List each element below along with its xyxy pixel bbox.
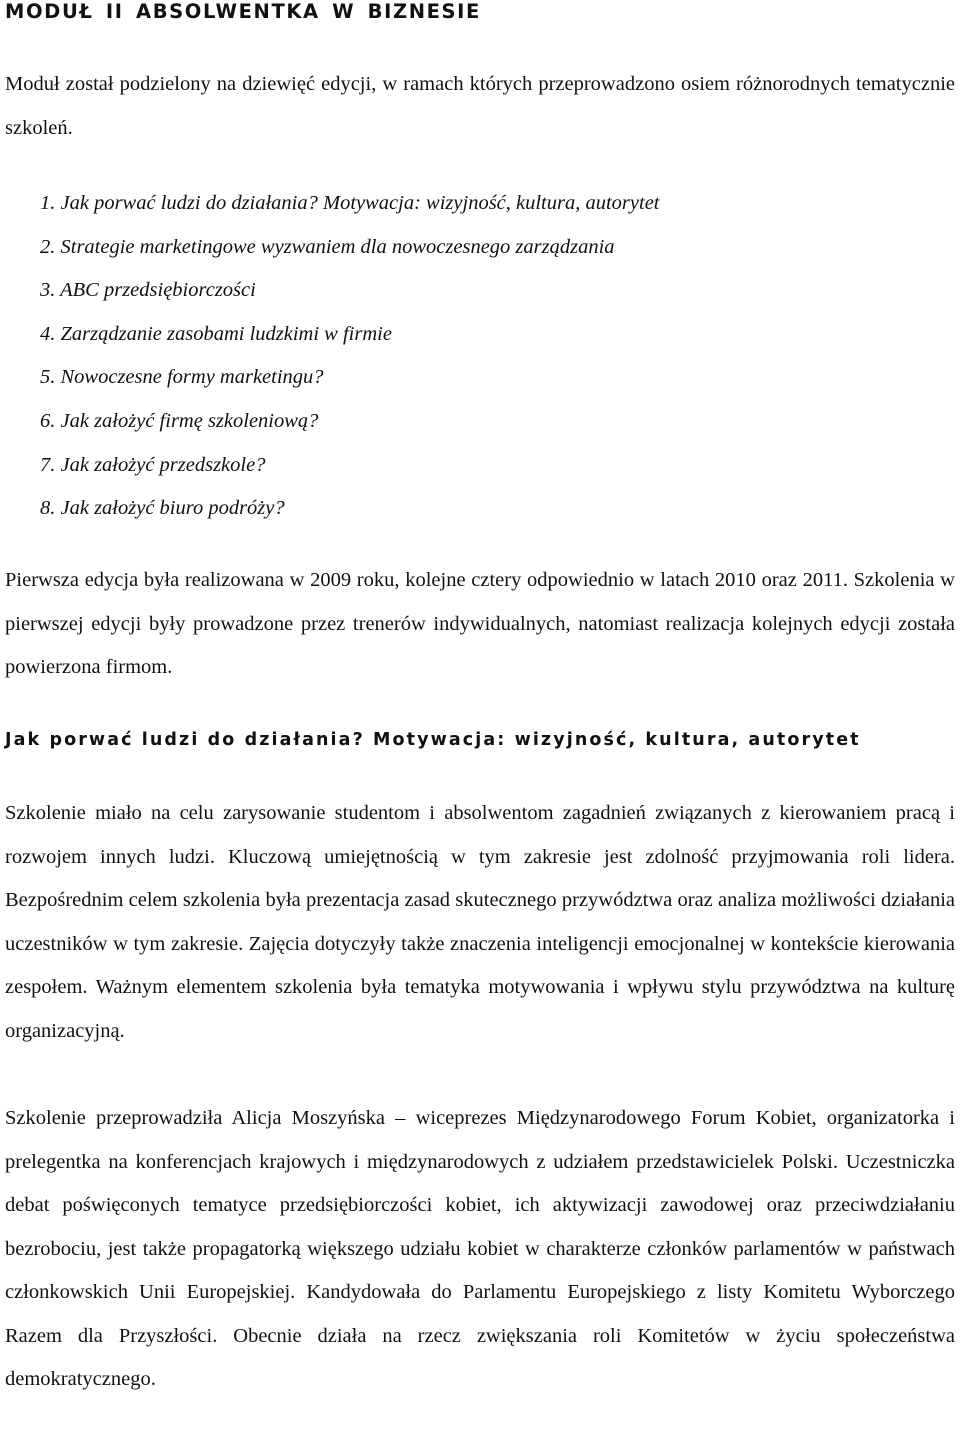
list-item: 1. Jak porwać ludzi do działania? Motywacja: wizyjność, kultura, autorytet — [40, 192, 660, 214]
training-description-paragraph: Szkolenie miało na celu zarysowanie studentom i absolwentom zagadnień związanych z kierowaniem pracą i rozwojem innych ludzi. Kluczową umiejętnością w tym zakresie jest zdolność przyjmowania roli lidera. Bezpośrednim celem szkolenia była prezentacja zasad skutecznego przywództwa oraz analiza możliwości działania uczestników w tym zakresie. Zajęcia dotyczyły także znaczenia inteligencji emocjonalnej w kontekście kierowania zespołem. Ważnym elementem szkolenia była tematyka motywowania i wpływu stylu przywództwa na kulturę organizacyjną. — [5, 802, 955, 1042]
list-item: 2. Strategie marketingowe wyzwaniem dla nowoczesnego zarządzania — [40, 235, 615, 258]
section-heading: Jak porwać ludzi do działania? Motywacja: wizyjność, kultura, autorytet — [5, 730, 861, 750]
trainer-bio-paragraph: Szkolenie przeprowadziła Alicja Moszyńska – wiceprezes Międzynarodowego Forum Kobiet, organizatorka i prelegentka na konferencjach krajowych i międzynarodowych z udziałem przedstawicielek Polski. Uczestniczka debat poświęconych tematyce przedsiębiorczości kobiet, ich aktywizacji zawodowej oraz przeciwdziałaniu bezrobociu, jest także propagatorką większego udziału kobiet w charakterze członków parlamentów w państwach członkowskich Unii Europejskiej. Kandydowała do Parlamentu Europejskiego z listy Komitetu Wyborczego Razem dla Przyszłości. Obecnie działa na rzecz zwiększania roli Komitetów w życiu społeczeństwa demokratycznego. — [5, 1107, 955, 1390]
list-item: 8. Jak założyć biuro podróży? — [40, 497, 285, 520]
module-title: MODUŁ II ABSOLWENTKA W BIZNESIE — [5, 0, 481, 23]
training-list — [40, 182, 660, 531]
list-item: 5. Nowoczesne formy marketingu? — [40, 366, 324, 389]
list-item: 3. ABC przedsiębiorczości — [40, 279, 256, 302]
list-item: 7. Jak założyć przedszkole? — [40, 453, 266, 476]
list-item: 6. Jak założyć firmę szkoleniową? — [40, 409, 319, 432]
editions-paragraph: Pierwsza edycja była realizowana w 2009 roku, kolejne cztery odpowiednio w latach 2010 oraz 2011. Szkolenia w pierwszej edycji były prowadzone przez trenerów indywidualnych, natomiast realizacja kolejnych edycji została powierzona firmom. — [5, 569, 955, 678]
list-item: 4. Zarządzanie zasobami ludzkimi w firmie — [40, 322, 392, 345]
intro-paragraph: Moduł został podzielony na dziewięć edycji, w ramach których przeprowadzono osiem różnorodnych tematycznie szkoleń. — [5, 73, 955, 139]
